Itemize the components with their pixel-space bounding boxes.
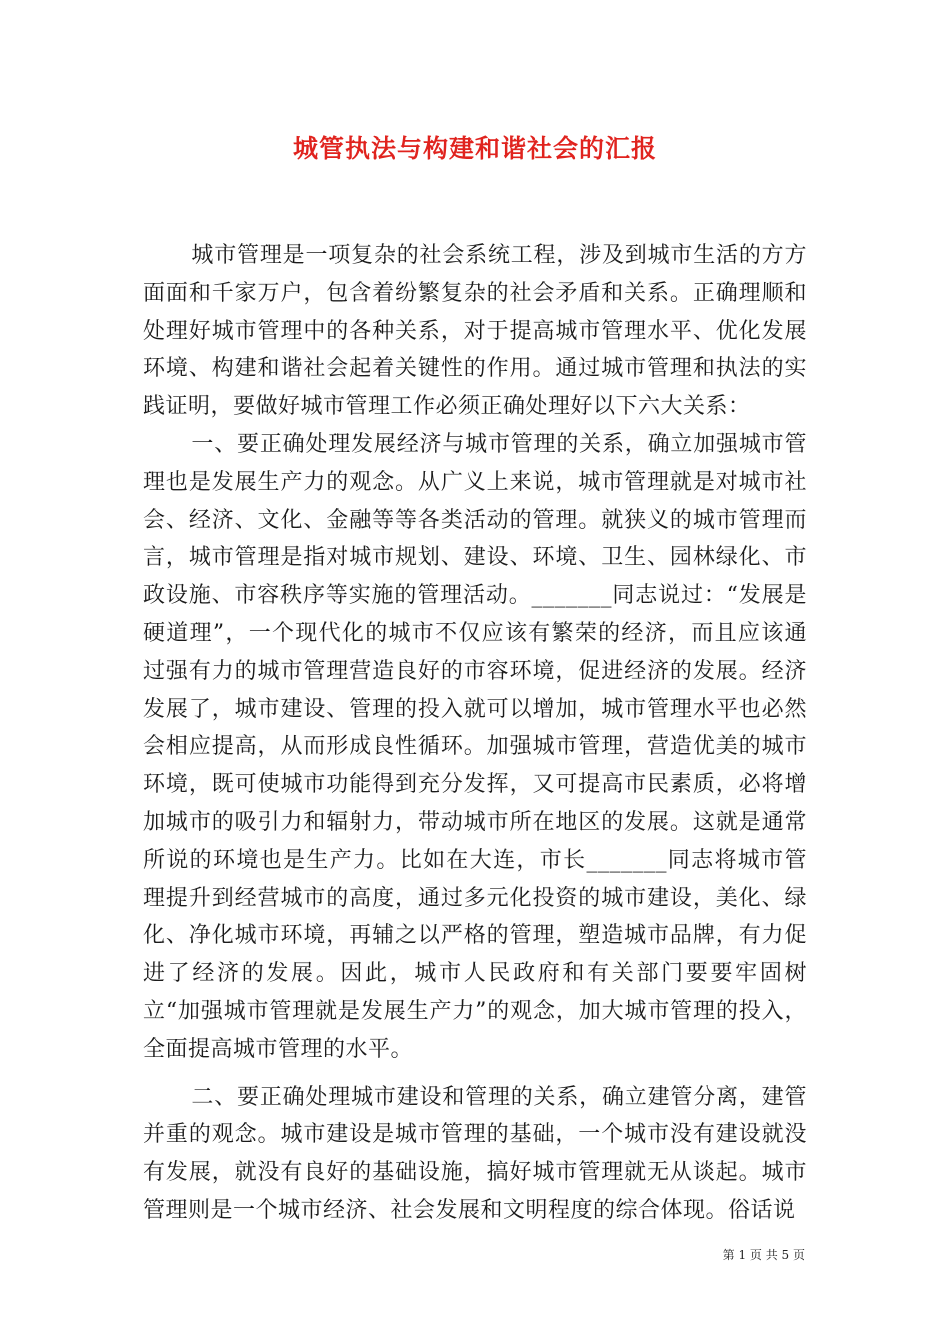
- document-body: [143, 237, 807, 1230]
- paragraph-section-one: 一、要正确处理发展经济与城市管理的关系，确立加强城市管理也是发展生产力的观念。从广义上来说，城市管理就是对城市社会、经济、文化、金融等等各类活动的管理。就狭义的城市管理而言，城市管理是指对城市规划、建设、环境、卫生、园林绿化、市政设施、市容秩序等实施的管理活动。_______同志说过：“发展是硬道理”，一个现代化的城市不仅应该有繁荣的经济，而且应该通过强有力的城市管理营造良好的市容环境，促进经济的发展。经济发展了，城市建设、管理的投入就可以增加，城市管理水平也必然会相应提高，从而形成良性循环。加强城市管理，营造优美的城市环境，既可使城市功能得到充分发挥，又可提高市民素质，必将增加城市的吸引力和辐射力，带动城市所在地区的发展。这就是通常所说的环境也是生产力。比如在大连，市长_______同志将城市管理提升到经营城市的高度，通过多元化投资的城市建设，美化、绿化、净化城市环境，再辅之以严格的管理，塑造城市品牌，有力促进了经济的发展。因此，城市人民政府和有关部门要要牢固树立“加强城市管理就是发展生产力”的观念，加大城市管理的投入，全面提高城市管理的水平。: [143, 431, 807, 1062]
- paragraph-section-two: 二、要正确处理城市建设和管理的关系，确立建管分离，建管并重的观念。城市建设是城市管理的基础，一个城市没有建设就没有发展，就没有良好的基础设施，搞好城市管理就无从谈起。城市管理则是一个城市经济、社会发展和文明程度的综合体现。俗话说: [143, 1084, 807, 1223]
- document-title: 城管执法与构建和谐社会的汇报: [292, 134, 657, 163]
- page-number-footer: 第 1 页 共 5 页: [722, 1248, 805, 1262]
- paragraph-intro: 城市管理是一项复杂的社会系统工程，涉及到城市生活的方方面面和千家万户，包含着纷繁复杂的社会矛盾和关系。正确理顺和处理好城市管理中的各种关系，对于提高城市管理水平、优化发展环境、构建和谐社会起着关键性的作用。通过城市管理和执法的实践证明，要做好城市管理工作必须正确处理好以下六大关系：: [143, 243, 807, 420]
